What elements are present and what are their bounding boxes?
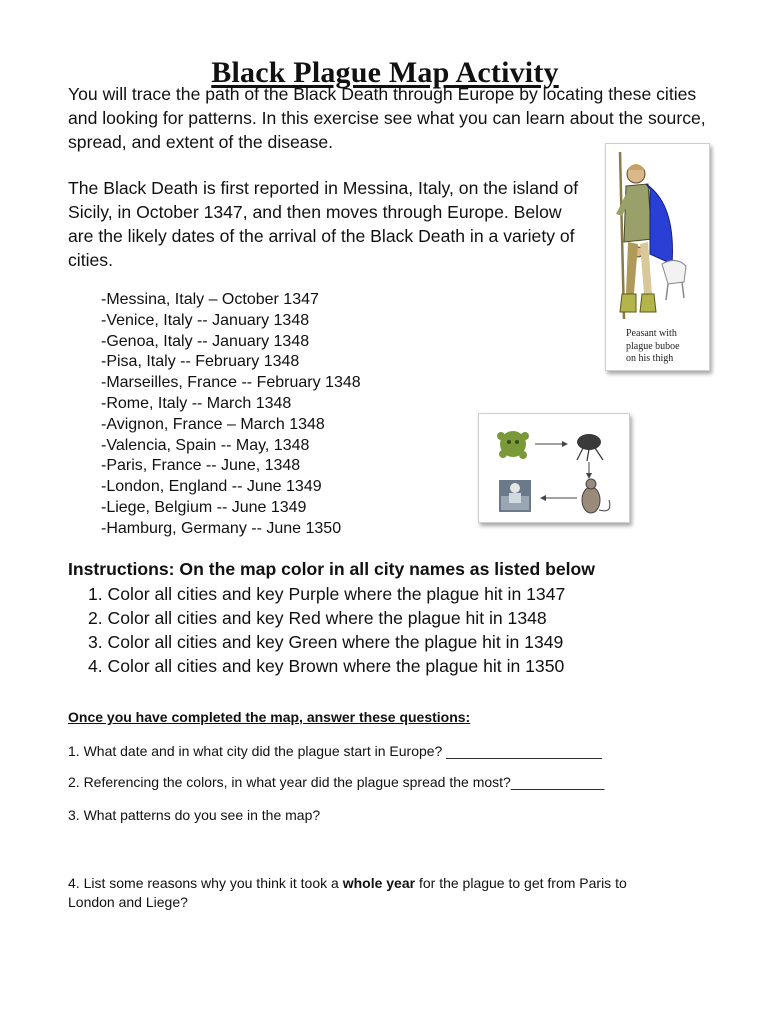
list-item: -Paris, France -- June, 1348 bbox=[101, 457, 301, 475]
question-2: 2. Referencing the colors, in what year did the plague spread the most?____________ bbox=[68, 774, 605, 790]
flea-icon bbox=[577, 434, 603, 461]
list-item: 3. Color all cities and key Green where the plague hit in 1349 bbox=[88, 632, 564, 652]
question-3: 3. What patterns do you see in the map? bbox=[68, 807, 321, 823]
caption-line: Peasant with bbox=[626, 328, 677, 339]
list-item: -Venice, Italy -- January 1348 bbox=[101, 311, 310, 329]
question-4 bbox=[68, 874, 668, 912]
list-item: -Messina, Italy – October 1347 bbox=[101, 291, 319, 308]
list-item: -Valencia, Spain -- May, 1348 bbox=[101, 436, 310, 454]
list-item: 1. Color all cities and key Purple where the plague hit in 1347 bbox=[88, 584, 566, 604]
list-item: -Liege, Belgium -- June 1349 bbox=[101, 498, 307, 516]
list-item: -Marseilles, France -- February 1348 bbox=[101, 374, 361, 392]
questions-heading: Once you have completed the map, answer these questions: bbox=[68, 709, 471, 725]
caption-line: on his thigh bbox=[626, 353, 674, 364]
question-4-emphasis: whole year bbox=[342, 875, 416, 891]
page-title: Black Plague Map Activity bbox=[211, 56, 559, 90]
list-item: -London, England -- June 1349 bbox=[101, 478, 322, 496]
instructions-list bbox=[68, 582, 565, 678]
peasant-illustration bbox=[606, 144, 709, 324]
transmission-cycle-figure bbox=[478, 413, 630, 523]
list-item: 2. Color all cities and key Red where the plague hit in 1348 bbox=[88, 608, 547, 628]
peasant-figure bbox=[605, 143, 710, 371]
list-item: -Pisa, Italy -- February 1348 bbox=[101, 353, 300, 371]
list-item: -Genoa, Italy -- January 1348 bbox=[101, 332, 310, 350]
question-4-text-end: for the plague to get from Paris to London and Liege? bbox=[68, 875, 627, 910]
list-item: 4. Color all cities and key Brown where the plague hit in 1350 bbox=[88, 656, 565, 676]
germ-icon bbox=[497, 431, 529, 459]
list-item: -Hamburg, Germany -- June 1350 bbox=[101, 519, 342, 537]
list-item: -Rome, Italy -- March 1348 bbox=[101, 394, 292, 412]
instructions-heading: Instructions: On the map color in all city names as listed below bbox=[68, 559, 595, 579]
peasant-caption bbox=[626, 328, 680, 366]
caption-line: plague buboe bbox=[626, 340, 680, 352]
context-paragraph: The Black Death is first reported in Messina, Italy, on the island of Sicily, in October 1347, and then moves through Europe. Below are the likely dates of the arrival of the Black Death in a variety of cities. bbox=[68, 178, 579, 270]
arrival-dates-list bbox=[101, 290, 361, 540]
transmission-cycle-diagram bbox=[479, 414, 629, 522]
question-4-text: 4. List some reasons why you think it took a bbox=[68, 875, 343, 891]
intro-paragraph: You will trace the path of the Black Death through Europe by locating these cities and looking for patterns. In this exercise see what you can learn about the source, spread, and extent of the disease. bbox=[68, 84, 706, 152]
question-1: 1. What date and in what city did the plague start in Europe? ____________________ bbox=[68, 743, 602, 759]
list-item: -Avignon, France – March 1348 bbox=[101, 415, 325, 433]
rat-icon bbox=[582, 479, 610, 513]
sick-person-photo bbox=[499, 480, 531, 512]
